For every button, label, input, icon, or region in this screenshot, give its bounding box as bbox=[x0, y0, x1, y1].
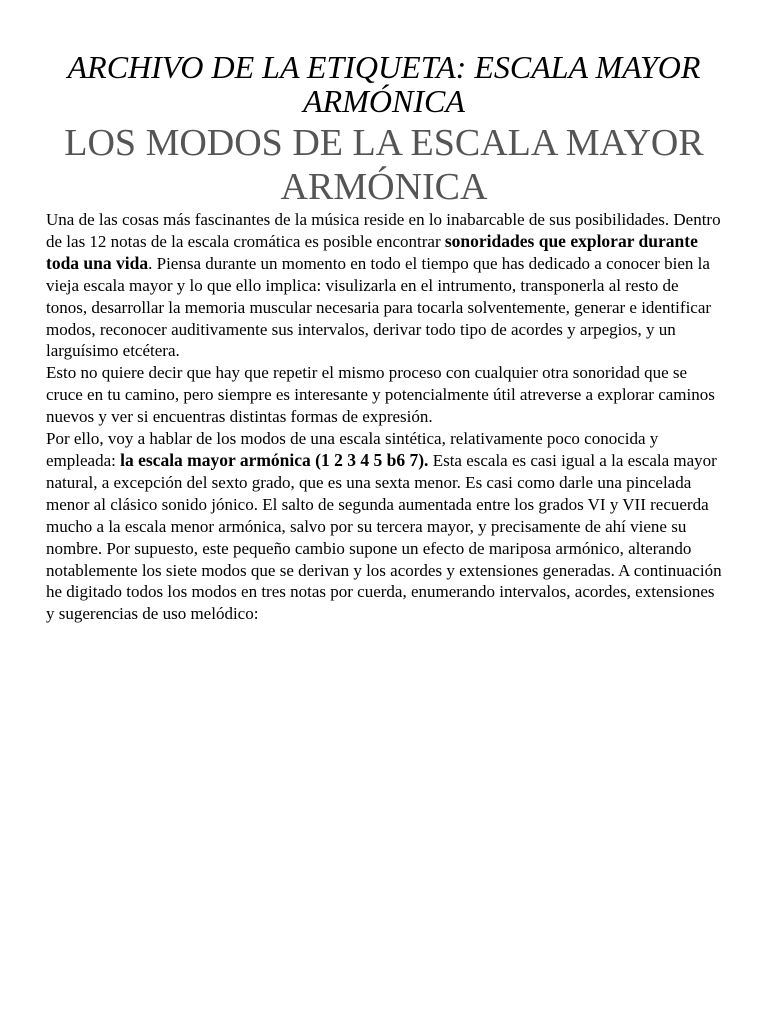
paragraph-scale-bold: la escala mayor armónica (1 2 3 4 5 b6 7). bbox=[120, 449, 429, 470]
paragraph-intro-text-end: . Piensa durante un momento en todo el tiempo que has dedicado a conocer bien la vieja escala mayor y lo que ello implica: visulizarla en el intrumento, transponerla al resto de tonos, desarrollar la memoria muscular necesaria para tocarla solventemente, generar e identificar modos, reconocer auditivamente sus intervalos, derivar todo tipo de acordes y arpegios, y un larguísimo etcétera. bbox=[46, 253, 712, 361]
paragraph-scale-text-end: Esta escala es casi igual a la escala mayor natural, a excepción del sexto grado, que es una sexta menor. Es casi como darle una pincelada menor al clásico sonido jónico. El salto de segunda aumentada entre los grados VI y VII recuerda mucho a la escala menor armónica, salvo por su tercera mayor, y precisamente de ahí viene su nombre. Por supuesto, este pequeño cambio supone un efecto de mariposa armónico, alterando notablemente los siete modos que se derivan y los acordes y extensiones generadas. A continuación he digitado todos los modos en tres notas por cuerda, enumerando intervalos, acordes, extensiones y sugerencias de uso melódico: bbox=[46, 450, 722, 624]
paragraph-intro-bold: sonoridades que explorar durante toda una vida bbox=[46, 230, 698, 273]
post-body bbox=[46, 209, 722, 625]
paragraph-scale bbox=[46, 428, 722, 625]
paragraph-scale-text-start: Por ello, voy a hablar de los modos de una escala sintética, relativamente poco conocida y empleada: bbox=[46, 429, 659, 470]
post-title: LOS MODOS DE LA ESCALA MAYOR ARMÓNICA bbox=[64, 122, 704, 208]
paragraph-intro-text-start: Una de las cosas más fascinantes de la música reside en lo inabarcable de sus posibilidades. Dentro de las 12 notas de la escala cromática es posible encontrar bbox=[46, 210, 721, 251]
paragraph-exploration: Esto no quiere decir que hay que repetir el mismo proceso con cualquier otra sonoridad que se cruce en tu camino, pero siempre es interesante y potencialmente útil atreverse a explorar caminos nuevos y ver si encuentras distintas formas de expresión. bbox=[46, 363, 715, 427]
paragraph-intro bbox=[46, 209, 722, 362]
archive-title: ARCHIVO DE LA ETIQUETA: ESCALA MAYOR ARMÓNICA bbox=[67, 49, 701, 119]
